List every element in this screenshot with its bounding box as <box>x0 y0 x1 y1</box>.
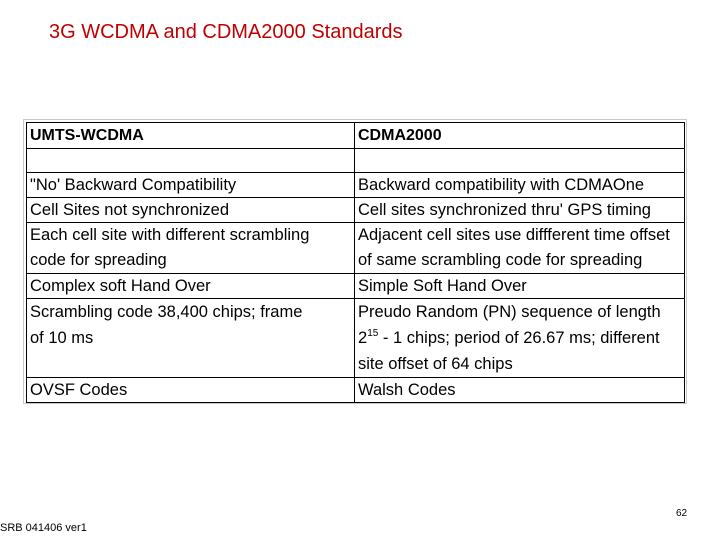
cdma-cell: Backward compatibility with CDMAOne <box>355 173 685 198</box>
cdma-cell-line: site offset of 64 chips <box>358 355 513 373</box>
comparison-table <box>26 122 685 403</box>
table-row <box>27 223 685 274</box>
cdma-cell: Simple Soft Hand Over <box>355 274 685 299</box>
header-umts-wcdma: UMTS-WCDMA <box>27 123 355 149</box>
table-row <box>27 299 685 378</box>
cdma-cell: Walsh Codes <box>355 378 685 403</box>
table-row <box>27 173 685 198</box>
cdma-cell-line-rest: - 1 chips; period of 26.67 ms; different <box>378 329 660 347</box>
power-exponent: 15 <box>367 328 379 339</box>
umts-cell <box>27 223 355 274</box>
cdma-cell <box>355 299 685 378</box>
slide-title: 3G WCDMA and CDMA2000 Standards <box>49 21 403 43</box>
blank-cell <box>27 149 355 173</box>
footer-version-text: SRB 041406 ver1 <box>0 522 87 534</box>
cdma-cell <box>355 223 685 274</box>
umts-cell: Complex soft Hand Over <box>27 274 355 299</box>
umts-cell-line: Each cell site with different scrambling <box>30 226 310 244</box>
page-number: 62 <box>676 508 688 519</box>
table-blank-row <box>27 149 685 173</box>
umts-cell-line: of 10 ms <box>30 329 94 347</box>
cdma-cell: Cell sites synchronized thru' GPS timing <box>355 198 685 223</box>
umts-cell-line: code for spreading <box>30 251 167 269</box>
cdma-cell-line <box>358 329 660 347</box>
table-row <box>27 198 685 223</box>
cdma-cell-line: Preudo Random (PN) sequence of length <box>358 303 661 321</box>
umts-cell <box>27 299 355 378</box>
blank-cell <box>355 149 685 173</box>
umts-cell: Cell Sites not synchronized <box>27 198 355 223</box>
table-row <box>27 274 685 299</box>
umts-cell-line: Scrambling code 38,400 chips; frame <box>30 303 303 321</box>
comparison-table-frame <box>23 119 687 404</box>
power-base: 2 <box>358 329 368 347</box>
header-cdma2000: CDMA2000 <box>355 123 685 149</box>
cdma-cell-line: Adjacent cell sites use diffferent time offset <box>358 226 670 244</box>
umts-cell: OVSF Codes <box>27 378 355 403</box>
table-header-row <box>27 123 685 149</box>
table-row <box>27 378 685 403</box>
cdma-cell-line: of same scrambling code for spreading <box>358 251 643 269</box>
umts-cell: "No' Backward Compatibility <box>27 173 355 198</box>
